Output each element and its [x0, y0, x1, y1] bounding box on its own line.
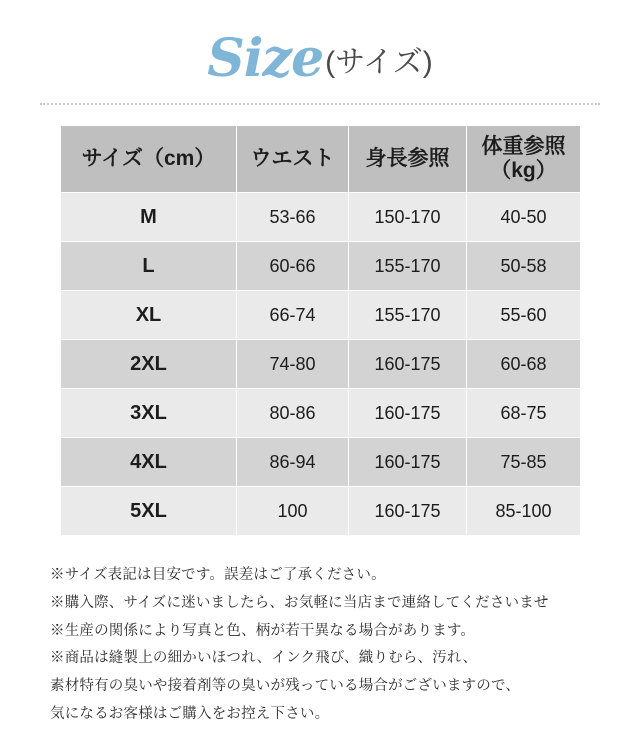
note-line: ※購入際、サイズに迷いましたら、お気軽に当店まで連絡してくださいませ — [50, 594, 549, 611]
cell-weight: 85-100 — [467, 487, 581, 536]
cell-weight: 40-50 — [467, 193, 581, 242]
note-line: 気になるお客様はご購入をお控え下さい。 — [50, 706, 330, 723]
cell-height: 155-170 — [349, 242, 467, 291]
cell-height: 160-175 — [349, 438, 467, 487]
table-row — [61, 438, 581, 487]
cell-size: L — [61, 242, 237, 291]
table-row — [61, 340, 581, 389]
cell-size: 4XL — [61, 438, 237, 487]
table-header-row — [61, 126, 581, 193]
cell-height: 150-170 — [349, 193, 467, 242]
cell-waist: 100 — [237, 487, 349, 536]
cell-waist: 53-66 — [237, 193, 349, 242]
size-table — [60, 125, 581, 536]
cell-height: 155-170 — [349, 291, 467, 340]
table-row — [61, 389, 581, 438]
table-row — [61, 242, 581, 291]
dotted-divider — [40, 103, 600, 105]
column-header-size: サイズ（cm） — [61, 126, 237, 193]
cell-weight: 60-68 — [467, 340, 581, 389]
table-row — [61, 487, 581, 536]
cell-weight: 55-60 — [467, 291, 581, 340]
cell-waist: 80-86 — [237, 389, 349, 438]
cell-waist: 74-80 — [237, 340, 349, 389]
cell-height: 160-175 — [349, 340, 467, 389]
page-title — [0, 0, 640, 89]
note-line: 素材特有の臭いや接着剤等の臭いが残っている場合がございますので、 — [50, 678, 521, 695]
page-title-main: Size — [207, 28, 324, 89]
column-header-weight — [467, 126, 581, 193]
column-header-weight-line1: 体重参照 — [481, 134, 566, 158]
table-row — [61, 193, 581, 242]
cell-weight: 75-85 — [467, 438, 581, 487]
cell-waist: 60-66 — [237, 242, 349, 291]
cell-size: M — [61, 193, 237, 242]
column-header-weight-line2: （kg） — [490, 159, 557, 182]
cell-size: 5XL — [61, 487, 237, 536]
note-line: ※サイズ表記は目安です。誤差はご了承ください。 — [50, 567, 386, 583]
cell-weight: 68-75 — [467, 389, 581, 438]
size-table-wrapper — [60, 125, 580, 536]
cell-waist: 86-94 — [237, 438, 349, 487]
notes-section — [50, 562, 590, 729]
cell-height: 160-175 — [349, 389, 467, 438]
column-header-height: 身長参照 — [349, 126, 467, 193]
cell-size: XL — [61, 291, 237, 340]
table-row — [61, 291, 581, 340]
note-line: ※商品は縫製上の細かいほつれ、インク飛び、織りむら、汚れ、 — [50, 650, 478, 667]
note-line: ※生産の関係により写真と色、柄が若干異なる場合があります。 — [50, 622, 476, 639]
page-title-sub: (サイズ) — [325, 45, 433, 79]
cell-weight: 50-58 — [467, 242, 581, 291]
cell-size: 3XL — [61, 389, 237, 438]
cell-waist: 66-74 — [237, 291, 349, 340]
column-header-waist: ウエスト — [237, 126, 349, 193]
cell-size: 2XL — [61, 340, 237, 389]
cell-height: 160-175 — [349, 487, 467, 536]
